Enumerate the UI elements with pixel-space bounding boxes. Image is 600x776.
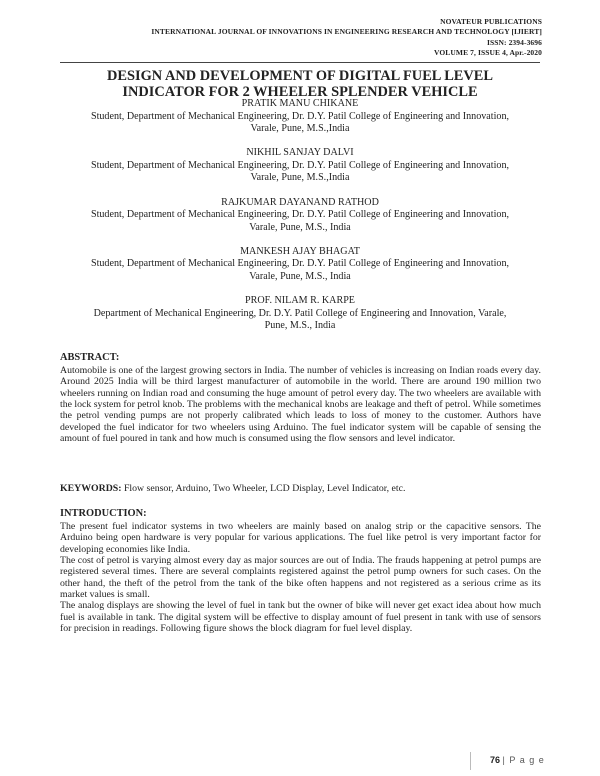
author-affiliation: Student, Department of Mechanical Engineering, Dr. D.Y. Patil College of Engineering and Innovation,: [90, 159, 510, 171]
introduction-body: [60, 521, 541, 634]
page-number: 76: [490, 755, 501, 765]
author-block: [60, 98, 540, 136]
keywords-text: Flow sensor, Arduino, Two Wheeler, LCD Display, Level Indicator, etc.: [121, 483, 406, 494]
page-number-divider: [470, 752, 471, 770]
paper-title: [60, 68, 540, 100]
author-affiliation: Student, Department of Mechanical Engineering, Dr. D.Y. Patil College of Engineering and Innovation,: [90, 110, 510, 122]
intro-paragraph: The present fuel indicator systems in two wheelers are mainly based on analog strip or the capacitive sensors. The Arduino being open hardware is very popular for various applications. The fuel like petrol is very important factor for developing economies like India.: [60, 521, 541, 555]
page-label: | P a g e: [502, 755, 545, 765]
journal-header: [151, 17, 542, 59]
author-location: Varale, Pune, M.S.,India: [250, 172, 350, 184]
author-location: Varale, Pune, M.S.,India: [250, 123, 350, 135]
author-affiliation: Student, Department of Mechanical Engineering, Dr. D.Y. Patil College of Engineering and Innovation,: [90, 258, 510, 270]
introduction-heading: INTRODUCTION:: [60, 508, 147, 519]
page-footer: [490, 755, 545, 765]
author-affiliation: Department of Mechanical Engineering, Dr. D.Y. Patil College of Engineering and Innovation, Varale,: [93, 307, 507, 319]
author-name: NIKHIL SANJAY DALVI: [246, 147, 354, 159]
author-block: [60, 246, 540, 284]
author-name: PROF. NILAM R. KARPE: [245, 295, 355, 307]
title-line-1: DESIGN AND DEVELOPMENT OF DIGITAL FUEL LEVEL: [107, 68, 493, 84]
author-location: Pune, M.S., India: [264, 320, 336, 332]
keywords-label: KEYWORDS:: [60, 483, 122, 494]
intro-paragraph: The cost of petrol is varying almost every day as major sources are out of India. The frauds happening at petrol pumps are registered several times. There are several complaints registered against the petrol pump owners for such cases. On the other hand, the theft of the petrol from the tank of the bike often happens and not registered as a serious crime as its market values is small.: [60, 555, 541, 601]
abstract-text: Automobile is one of the largest growing sectors in India. The number of vehicles is increasing on Indian roads every day. Around 2025 India will be third largest manufacturer of automobile in the world. There are around 190 million two wheelers running on Indian road and consuming the huge amount of petrol every day. The two wheelers are available with the lock system for petrol knob. The problems with the mechanical knobs are leakage and theft of petrol. While sometimes the petrol vending pumps are not properly calibrated which leads to loss of money to the customer. Authors have developed the fuel indicator for two wheelers using Arduino. The fuel indicator system will be capable of sensing the amount of fuel poured in tank and how much is consumed using the flow sensors and level indicator.: [60, 365, 541, 445]
author-name: MANKESH AJAY BHAGAT: [240, 245, 360, 257]
author-name: RAJKUMAR DAYANAND RATHOD: [221, 196, 379, 208]
issn: ISSN: 2394-3696: [486, 37, 542, 47]
keywords-line: [60, 483, 405, 494]
author-affiliation: Student, Department of Mechanical Engineering, Dr. D.Y. Patil College of Engineering and Innovation,: [90, 209, 510, 221]
author-block: [60, 197, 540, 235]
author-location: Varale, Pune, M.S., India: [249, 221, 351, 233]
volume-issue: VOLUME 7, ISSUE 4, Apr.-2020: [433, 48, 542, 58]
journal-name: INTERNATIONAL JOURNAL OF INNOVATIONS IN ENGINEERING RESEARCH AND TECHNOLOGY [IJIERT]: [151, 27, 542, 37]
author-list: [60, 98, 540, 344]
author-location: Varale, Pune, M.S., India: [249, 271, 351, 283]
header-divider: [60, 62, 540, 63]
intro-paragraph: The analog displays are showing the level of fuel in tank but the owner of bike will never get exact idea about how much fuel is available in tank. The digital system will be effective to display amount of fuel present in tank with use of sensors for precision in readings. Following figure shows the block diagram for fuel level display.: [60, 600, 541, 635]
title-line-2: INDICATOR FOR 2 WHEELER SPLENDER VEHICLE: [122, 84, 478, 100]
publisher-name: NOVATEUR PUBLICATIONS: [440, 17, 542, 26]
abstract-heading: ABSTRACT:: [60, 352, 120, 363]
author-block: [60, 295, 540, 333]
author-block: [60, 147, 540, 185]
author-name: PRATIK MANU CHIKANE: [241, 98, 359, 109]
